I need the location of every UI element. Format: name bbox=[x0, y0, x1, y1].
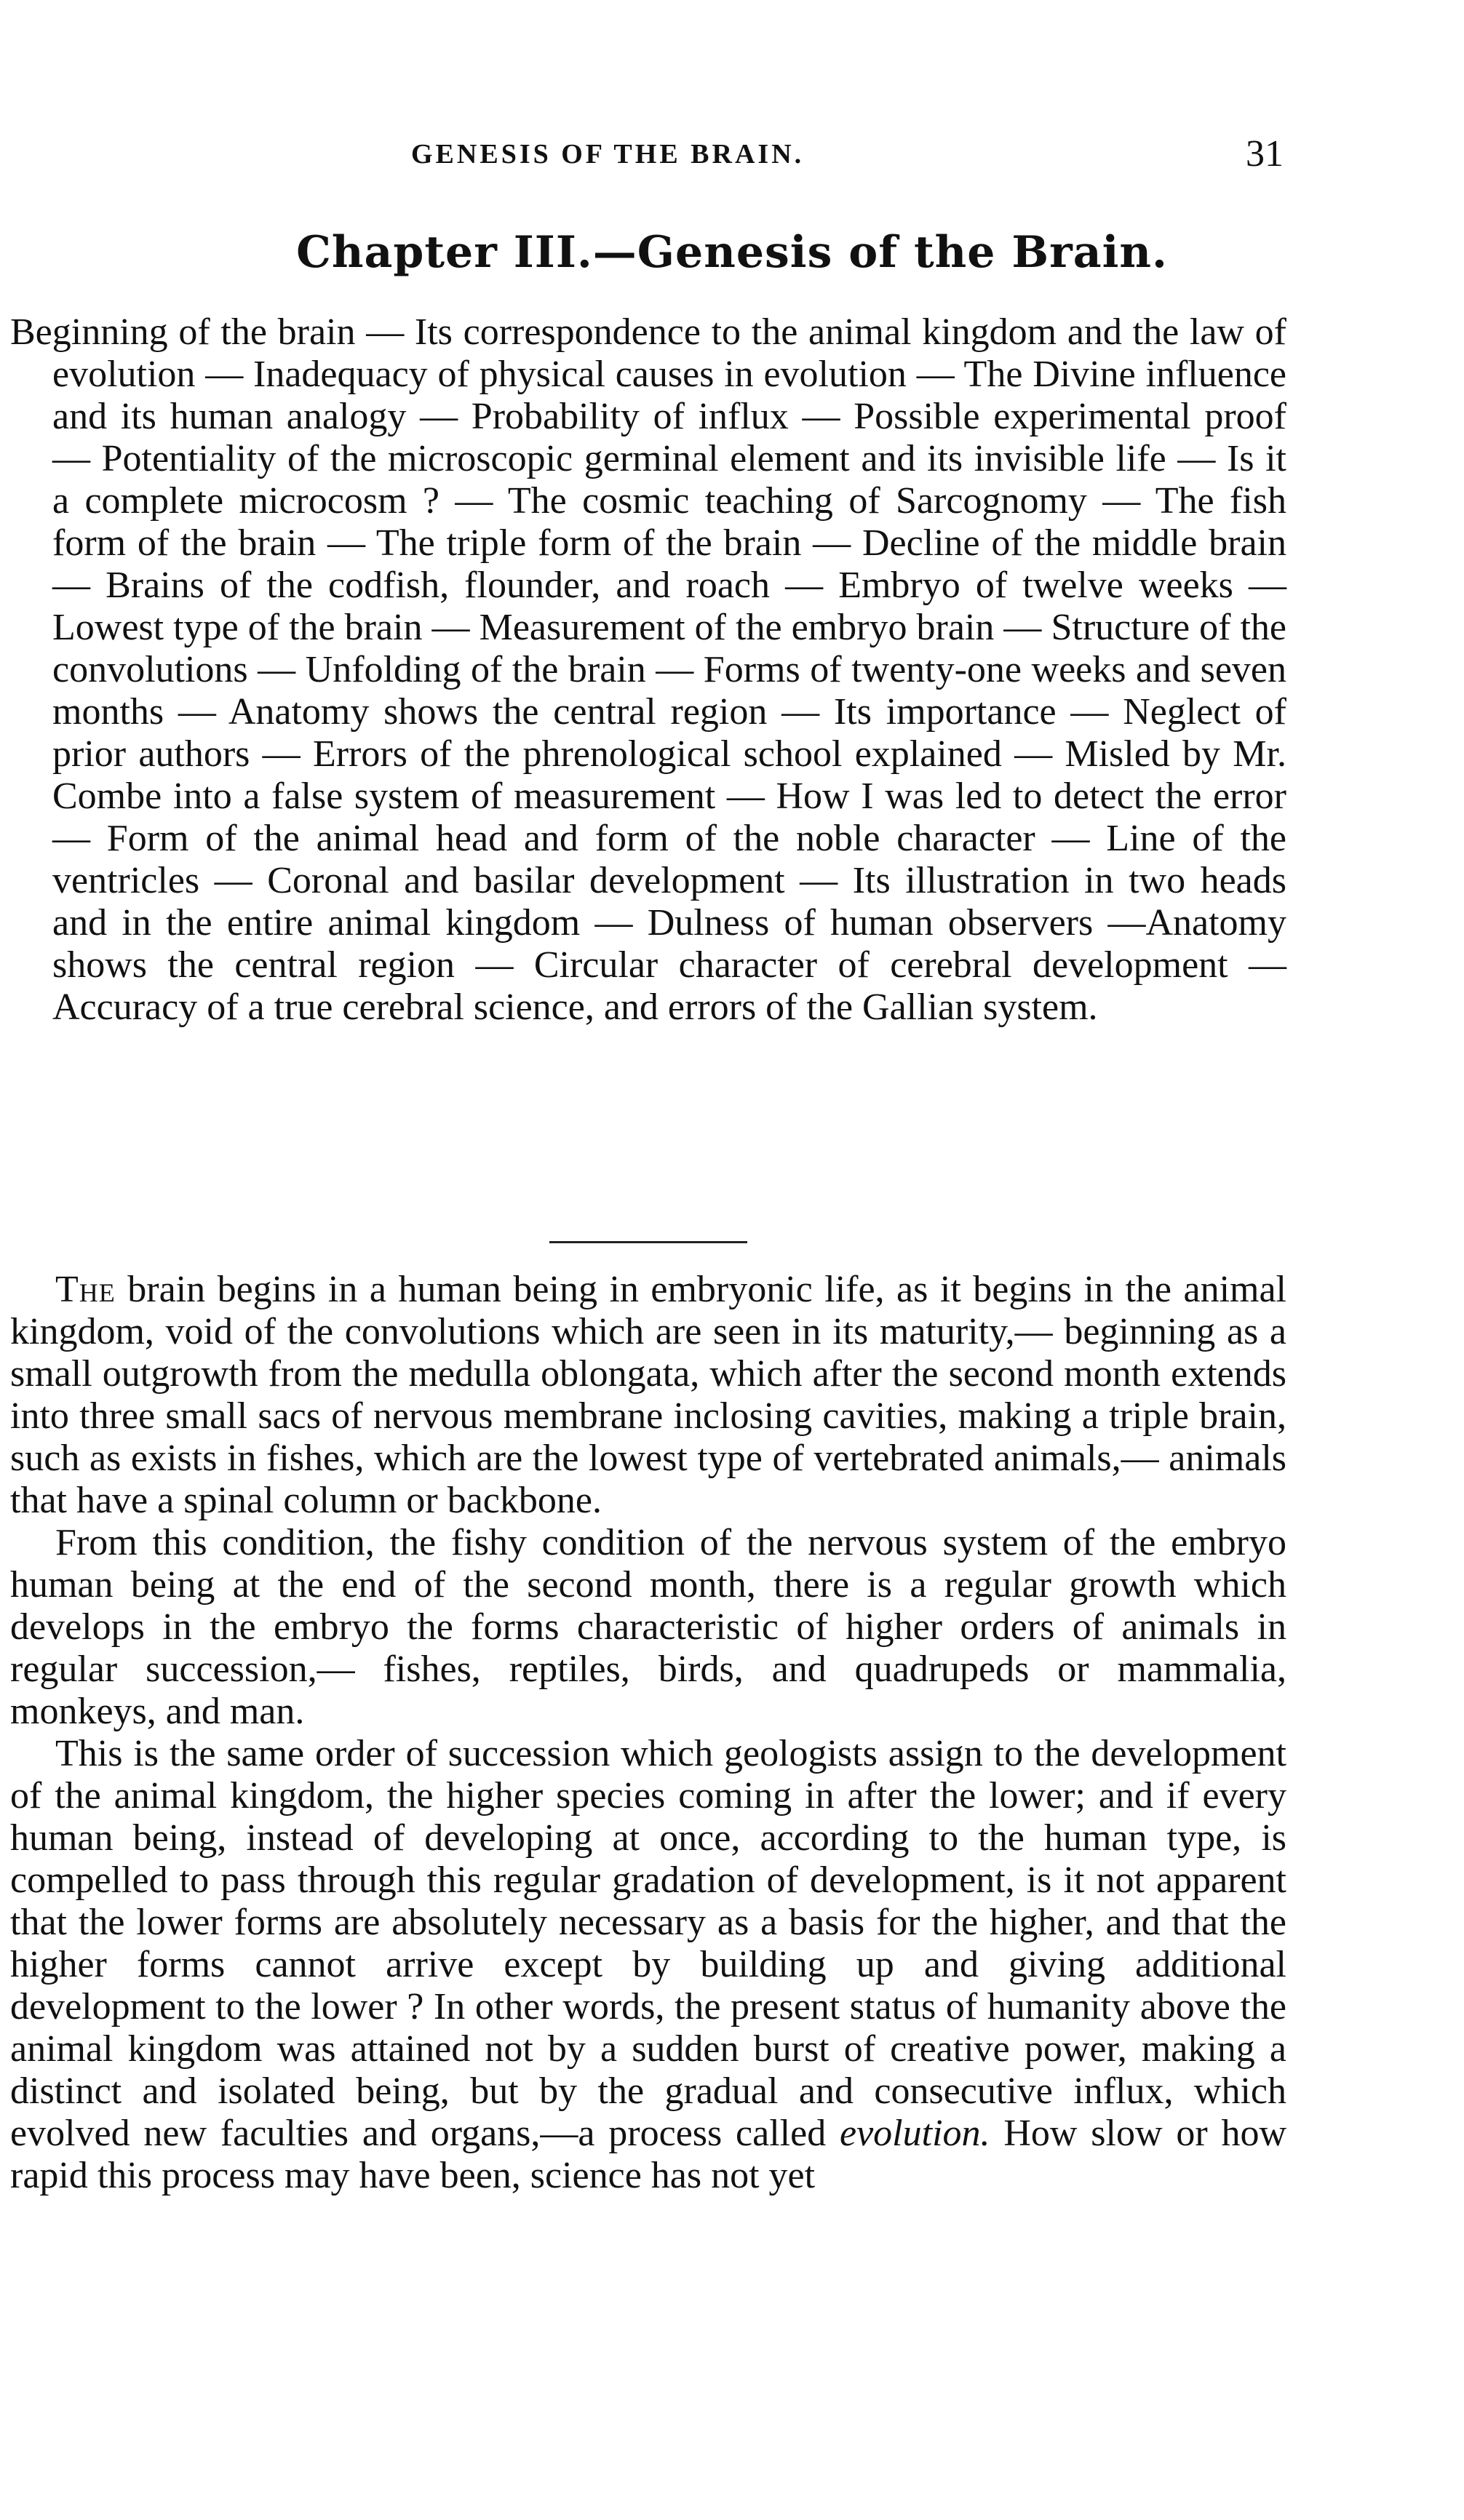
running-title: GENESIS OF THE BRAIN. bbox=[411, 139, 805, 170]
paragraph-3-text: This is the same order of succession which geologists assign to the development of the animal kingdom, the higher species coming in after the lower; and if every human being, instead of developing at once, according to the human type, is compelled to pass through this regular gradation of development, is it not apparent that the lower forms are absolutely necessary as a basis for the higher, and that the higher forms cannot arrive except by building up and giving additional development to the lower ? In other words, the present status of humanity above the animal kingdom was attained not by a sudden burst of creative power, making a distinct and isolated being, but by the gradual and consecutive influx, which evolved new faculties and organs,—a process called bbox=[10, 1733, 1286, 2154]
paragraph-2: From this condition, the fishy condition of the nervous system of the embryo human being at the end of the second month, there is a regular growth which develops in the embryo the forms characteristic of higher orders of animals in regular succession,— fishes, reptiles, birds, and quadrupeds or mammalia, monkeys, and man. bbox=[10, 1522, 1286, 1732]
emphasis-evolution: evolution. bbox=[840, 2113, 990, 2154]
paragraph-1 bbox=[10, 1269, 1286, 1522]
paragraph-3-tail: How slow or how rapid this process may have been, science has not yet bbox=[10, 2113, 1286, 2196]
chapter-title: Chapter III.—Genesis of the Brain. bbox=[296, 227, 1168, 278]
chapter-summary: Beginning of the brain — Its correspondence to the animal kingdom and the law of evolution — Inadequacy of physical causes in evolution — The Divine influence and its human analogy — Probability of influx — Possible experimental proof — Potentiality of the microscopic germinal element and its invisible life — Is it a complete microcosm ? — The cosmic teaching of Sarcognomy — The fish form of the brain — The triple form of the brain — Decline of the middle brain — Brains of the codfish, flounder, and roach — Embryo of twelve weeks — Lowest type of the brain — Measurement of the embryo brain — Structure of the convolutions — Unfolding of the brain — Forms of twenty-one weeks and seven months — Anatomy shows the central region — Its importance — Neglect of prior authors — Errors of the phrenological school explained — Misled by Mr. Combe into a false system of measurement — How I was led to detect the error — Form of the animal head and form of the noble character — Line of the ventricles — Coronal and basilar development — Its illustration in two heads and in the entire animal kingdom — Dulness of human observers —Anatomy shows the central region — Circular character of cerebral development — Accuracy of a true cerebral science, and errors of the Gallian system. bbox=[10, 311, 1286, 1028]
paragraph-lead-word: The bbox=[55, 1269, 116, 1310]
paragraph-3 bbox=[10, 1733, 1286, 2197]
page-number: 31 bbox=[1246, 133, 1284, 175]
section-divider bbox=[549, 1241, 747, 1243]
paragraph-1-text: brain begins in a human being in embryonic life, as it begins in the animal kingdom, void of the convolutions which are seen in its maturity,— beginning as a small outgrowth from the medulla oblongata, which after the second month extends into three small sacs of nervous membrane inclosing cavities, making a triple brain, such as exists in fishes, which are the lowest type of vertebrated animals,— animals that have a spinal column or backbone. bbox=[10, 1269, 1286, 1521]
running-head bbox=[0, 133, 1464, 182]
body-text bbox=[10, 1269, 1286, 2197]
